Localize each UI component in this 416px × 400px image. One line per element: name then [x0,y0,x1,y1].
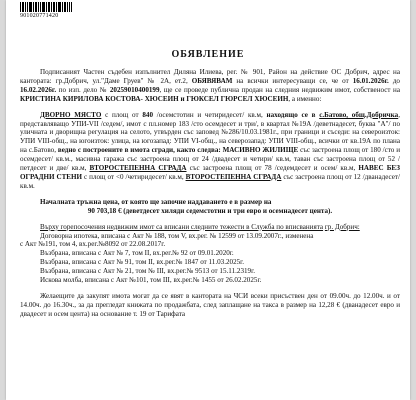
encumbrance-item: Договорна ипотека, вписана с Акт № 188, том V, вх.рег. № 12599 от 13.09.2007г., изменена [40,231,314,240]
barcode-image [20,2,72,12]
encumbrance-item: Възбрана, вписана с Акт № 7, том II, вх.рег.№ 92 от 09.01.2020г. [40,249,234,258]
encumbrance-item: Възбрана, вписана с Акт № 21, том № III, вх.рег.№ 9513 от 15.11.2319г. [40,267,255,276]
document-body [20,68,400,319]
encumbrance-item: Възбрана, вписана с Акт № 91, том II, вх.рег.№ 1847 от 11.03.2025г. [40,258,245,267]
encumbrances-intro: Върху горепосочения недвижим имот са вписани следните тежести в Служба по вписванията гр. Добрич: [40,222,360,231]
document-page [6,0,410,400]
viewing-paragraph: Желаещите да закупят имота могат да се явят в кантората на ЧСИ всеки присъствен ден от 09.00ч. до 12.00ч. и от 14.00ч. до 16.30ч., за да прегледат книжата по продажбата, след заплащане на такса в размер на 12,28 € (дванадесет евро и двадесет и осем цента) на основание т. 19 от Тарифата [20,291,400,318]
intro-paragraph: Подписаният Частен съдебен изпълнител Диляна Илиева, рег. № 901, Район на действие ОС Добрич, адрес на кантората: гр.Добрич, ул."Даме Груев" № 2А, ет.2, ОБЯВЯВАМ на всички интересуващи се, че от 16.01.2026г. до 16.02.2026г. по изп. дело № 20259010400199, ще се проведе публична продан на следния недвижим имот, собственост на КРИСТИНА КИРИЛОВА КОСТОВА- ХЮСЕИН и ГЮКСЕЛ ГЮРСЕЛ ХЮСЕИН, а именно: [20,68,400,103]
property-paragraph: ДВОРНО МЯСТО с площ от 840 /осемстотин и четиридесет/ кв.м, находящо се в с.Батово, общ.Добричка, представляващо УПИ-VII /седем/, имот с пл.номер 183 /сто осемдесет и три/, в квартал №19А /деветнадесет, буква "А"/ по уличната и дворищна регулация на селото, утвърден със заповед №286/10.03.1981г., при граници и съседи: на североизток: УПИ VIII-общ., на югоизток: улица, на югозапад: УПИ VI-общ., на северозапад: УПИ VIII-общ., всички от кв.19А по плана на с.Батово, ведно с построените в имота сгради, както следва: МАСИВНО ЖИЛИЩЕ със застроена площ от 180 /сто и осемдесет/ кв.м., масивна гаража със застроена площ от 24 /двадесет и четири/ кв.м, таван със застроена площ от 52 /петдесет и две/ кв.м, ВТОРОСТЕПЕННА СГРАДА със застроена площ от 78 /седемдесет и осем/ кв.м, НАВЕС БЕЗ ОГРАДНИ СТЕНИ с площ от <0 /четиридесет/ кв.м, ВТОРОСТЕПЕННА СГРАДА със застроена площ от 12 /дванадесет/ кв.м. [20,110,401,190]
encumbrance-item: с Акт №191, том 4, вх.рег.№8092 от 22.08.2017г. [20,240,166,249]
document-title: ОБЯВЛЕНИЕ [171,49,245,60]
encumbrance-item: Искова молба, вписана с Акт №101, том III, вх.рег.№ 1455 от 26.02.2025г. [40,276,262,285]
barcode-number: 901020771420 [20,13,59,19]
price-intro: Началната тръжна цена, от която ще започне наддаването е в размер на [40,197,272,206]
price-value: 90 703,18 € (деветдесет хиляди седемстотин и три евро и осемнадесет цента). [87,206,333,215]
